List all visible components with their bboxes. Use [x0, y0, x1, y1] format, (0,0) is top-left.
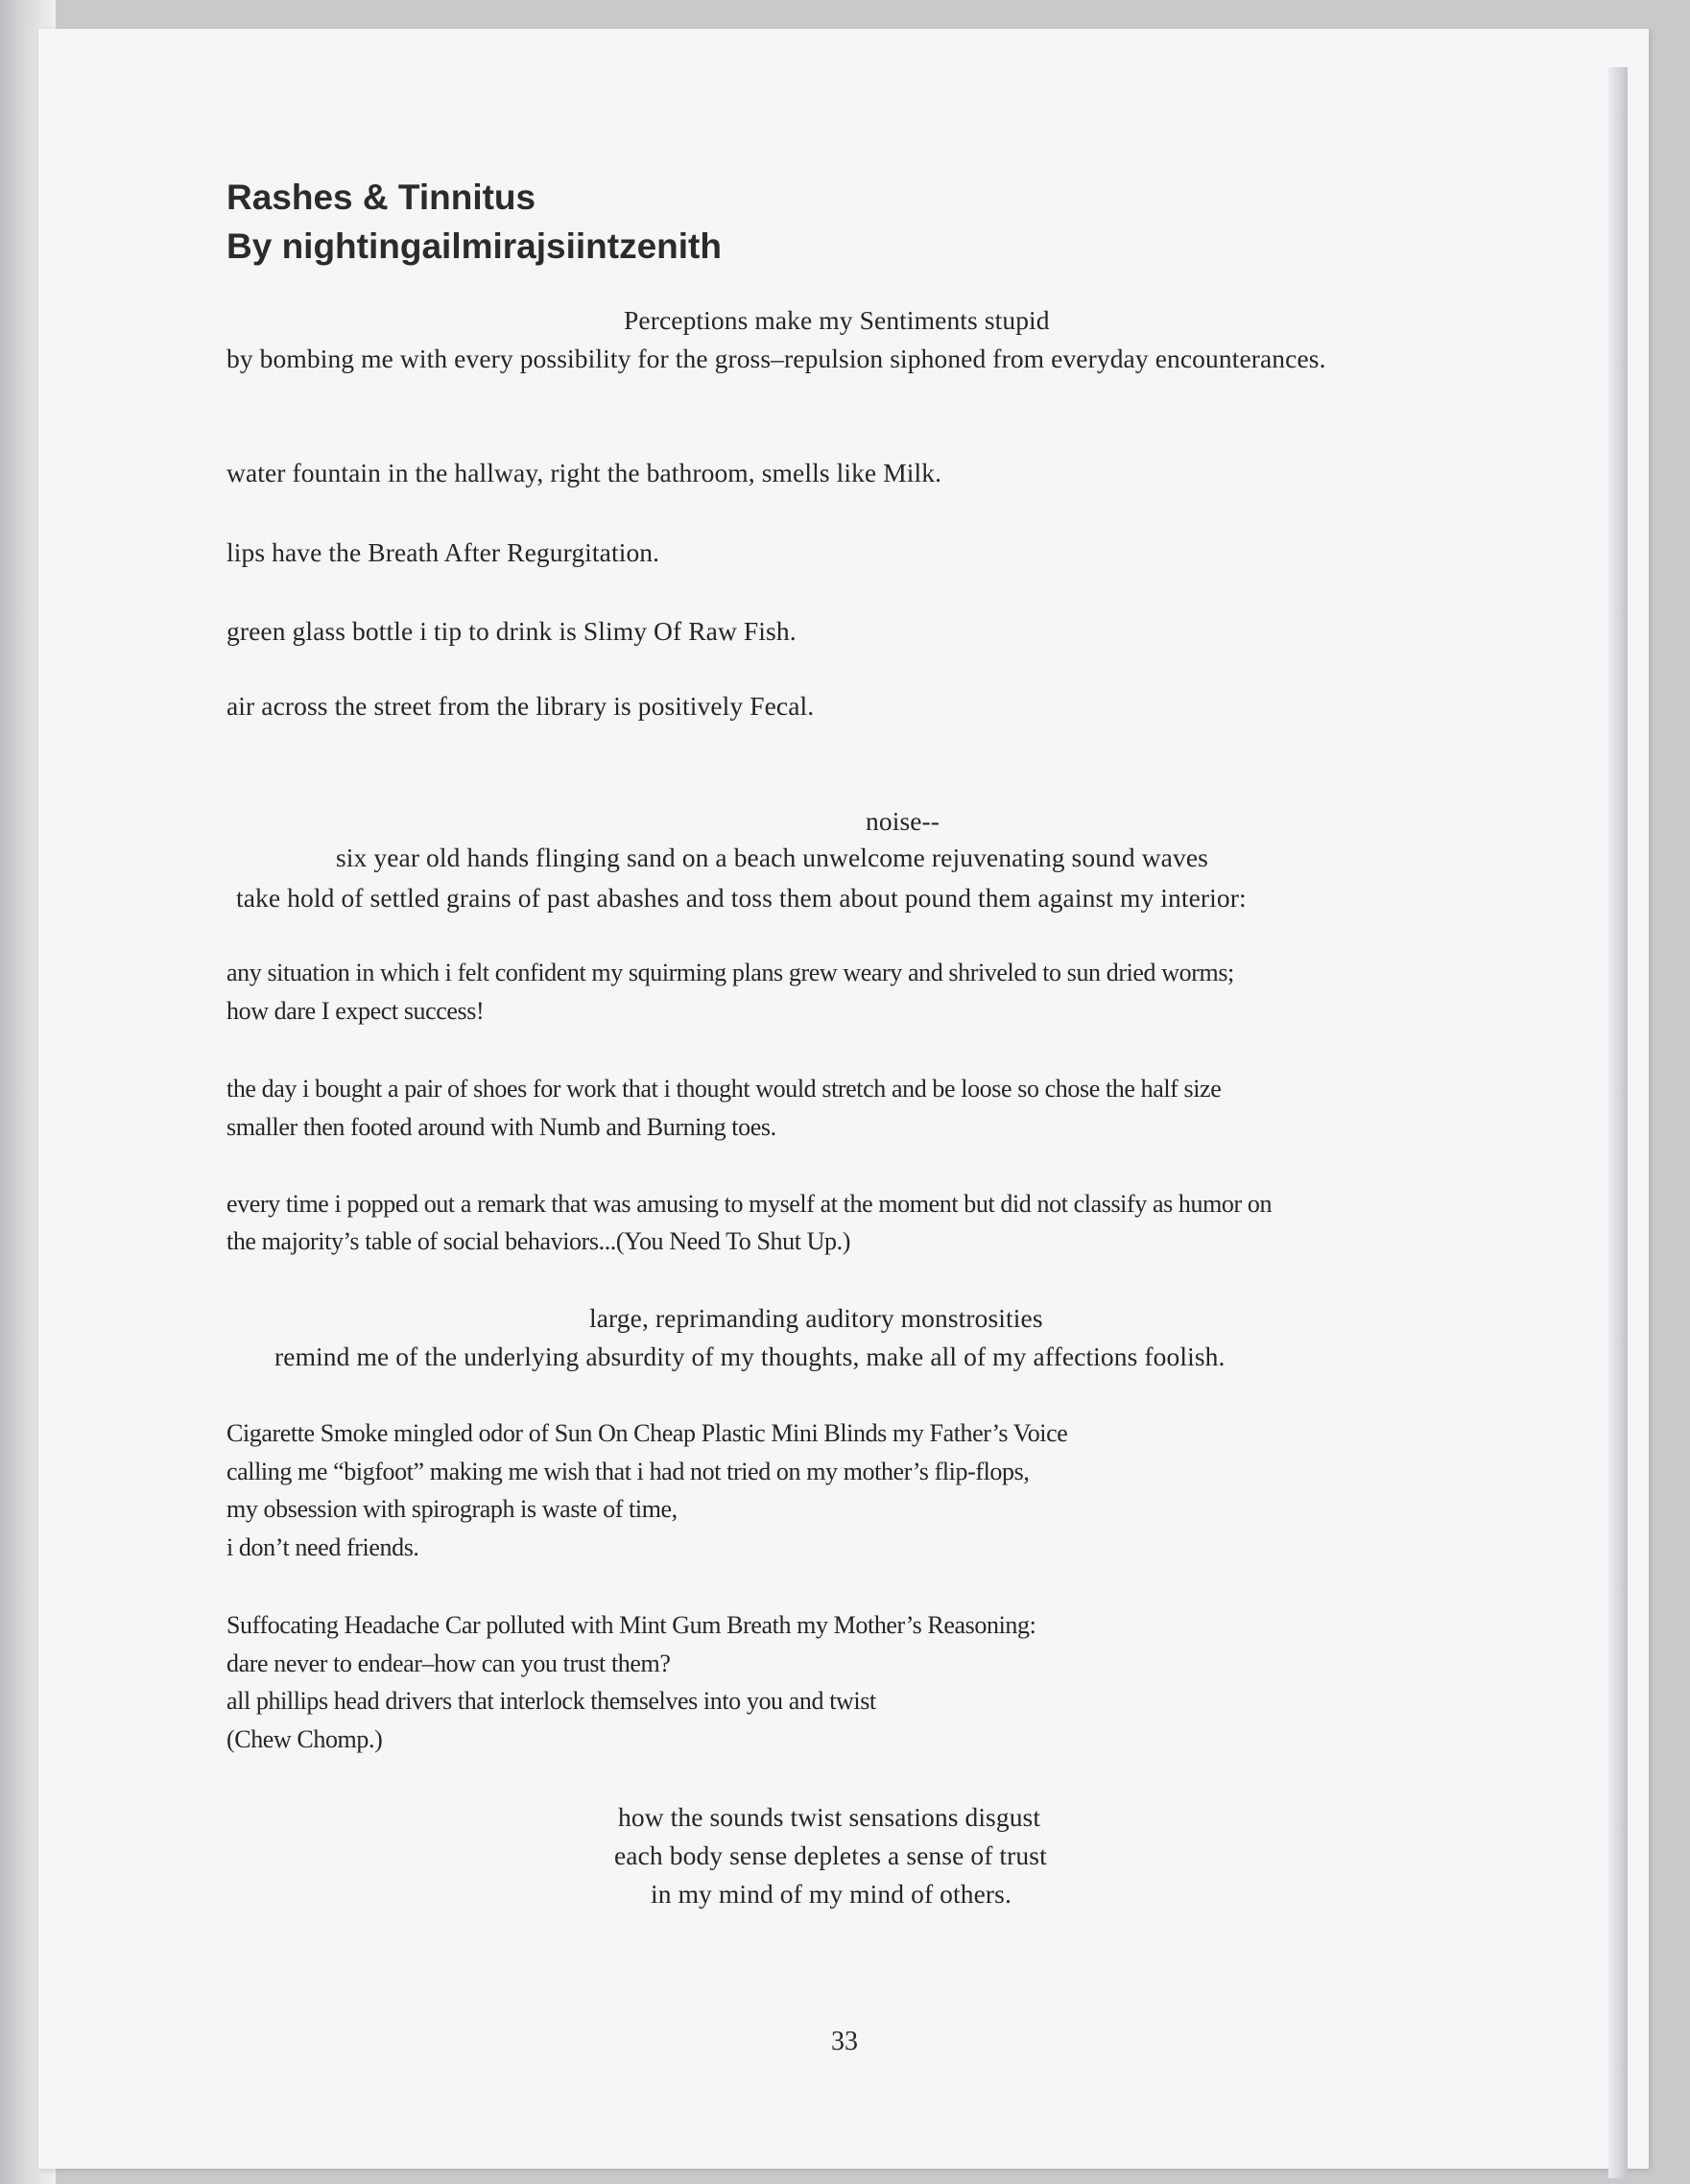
- poem-line: lips have the Breath After Regurgitation.: [226, 537, 660, 567]
- poem-line: i don’t need friends.: [226, 1533, 419, 1561]
- poem-line: remind me of the underlying absurdity of my thoughts, make all of my affections foolish.: [274, 1341, 1226, 1371]
- page-number: 33: [831, 2027, 858, 2056]
- poem-line: how dare I expect success!: [226, 997, 485, 1025]
- page-edge: [1608, 67, 1628, 2178]
- poem-line: take hold of settled grains of past abashes and toss them about pound them against my interior:: [236, 883, 1247, 913]
- poem-line: my obsession with spirograph is waste of time,: [226, 1495, 678, 1523]
- poem-line: (Chew Chomp.): [226, 1725, 383, 1753]
- poem-line: green glass bottle i tip to drink is Slimy Of Raw Fish.: [226, 616, 797, 646]
- poem-line: how the sounds twist sensations disgust: [618, 1802, 1041, 1832]
- poem-title: [226, 173, 722, 271]
- poem-line: every time i popped out a remark that was amusing to myself at the moment but did not classify as humor on: [226, 1190, 1273, 1218]
- poem-line: in my mind of my mind of others.: [651, 1879, 1012, 1909]
- poem-line: Perceptions make my Sentiments stupid: [624, 305, 1050, 335]
- poem-line: noise--: [866, 806, 940, 836]
- poem-line: each body sense depletes a sense of trust: [614, 1840, 1047, 1870]
- poem-line: by bombing me with every possibility for the gross–repulsion siphoned from everyday encounterances.: [226, 344, 1326, 373]
- poem-line: six year old hands flinging sand on a beach unwelcome rejuvenating sound waves: [336, 843, 1208, 872]
- author-byline: By nightingailmirajsiintzenith: [226, 226, 722, 266]
- poem-line: Cigarette Smoke mingled odor of Sun On Cheap Plastic Mini Blinds my Father’s Voice: [226, 1419, 1068, 1447]
- poem-line: air across the street from the library is positively Fecal.: [226, 691, 815, 721]
- poem-line: smaller then footed around with Numb and Burning toes.: [226, 1113, 776, 1141]
- poem-line: water fountain in the hallway, right the bathroom, smells like Milk.: [226, 458, 942, 487]
- poem-line: calling me “bigfoot” making me wish that i had not tried on my mother’s flip-flops,: [226, 1458, 1030, 1485]
- poem-line: the day i bought a pair of shoes for work that i thought would stretch and be loose so chose the half size: [226, 1075, 1222, 1103]
- poem-line: all phillips head drivers that interlock themselves into you and twist: [226, 1687, 876, 1715]
- poem-line: dare never to endear–how can you trust them?: [226, 1650, 671, 1677]
- poem-line: any situation in which i felt confident my squirming plans grew weary and shriveled to sun dried worms;: [226, 959, 1234, 986]
- poem-line: large, reprimanding auditory monstrosities: [589, 1303, 1043, 1333]
- title-text: Rashes & Tinnitus: [226, 178, 536, 217]
- poem-line: the majority’s table of social behaviors...(You Need To Shut Up.): [226, 1227, 851, 1255]
- poem-line: Suffocating Headache Car polluted with Mint Gum Breath my Mother’s Reasoning:: [226, 1611, 1036, 1639]
